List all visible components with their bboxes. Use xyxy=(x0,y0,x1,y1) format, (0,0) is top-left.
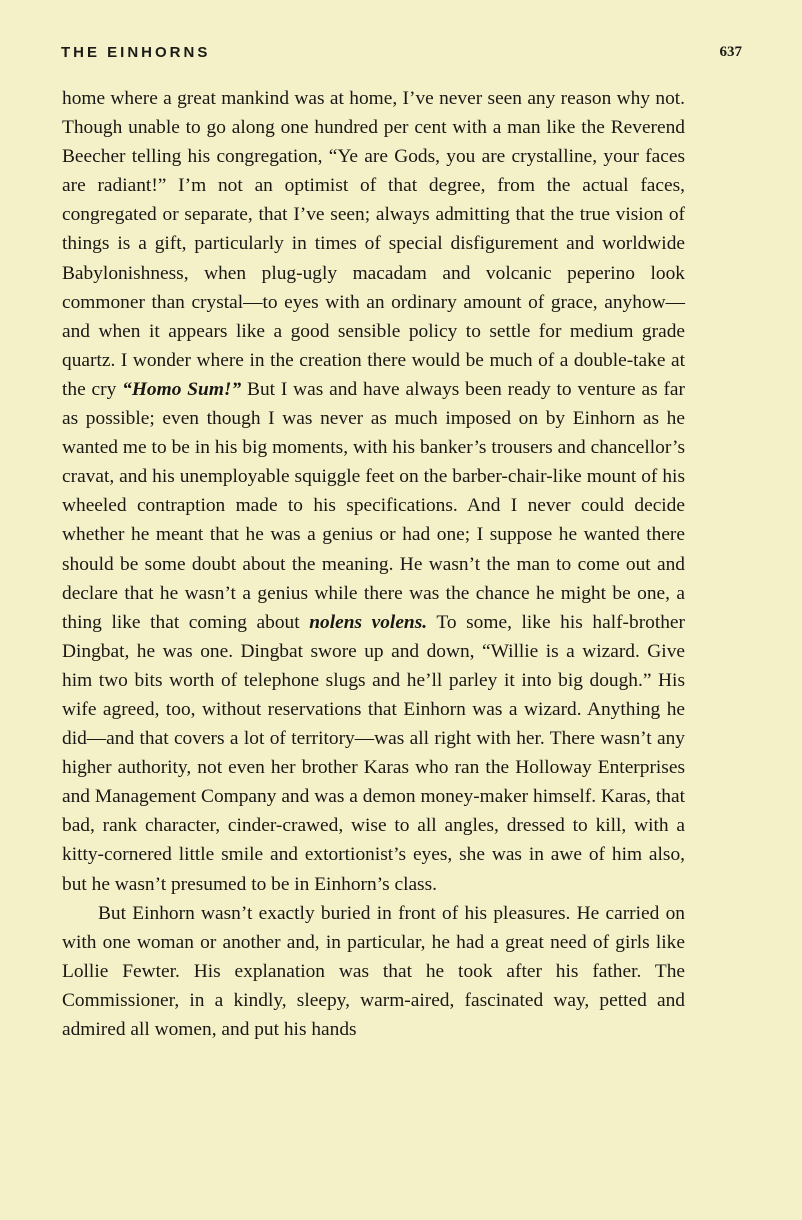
text-run: But I was and have always been ready to venture as far as possible; even though I was never as much imposed on by Einhorn as he wanted me to be in his big moments, with his banker’s trousers and chancellor’s cravat, and his unemployable squiggle feet on the barber-chair-like mount of his wheeled contraption made to his specifications. And I never could decide whether he meant that he was a genius or had one; I suppose he wanted there should be some doubt about the meaning. He wasn’t the man to come out and declare that he wasn’t a genius while there was the chance he might be one, a thing like that coming about xyxy=(62,378,685,633)
page-number: 637 xyxy=(719,44,742,60)
paragraph xyxy=(62,84,685,899)
text-run: To some, like his half-brother Dingbat, he was one. Dingbat swore up and down, “Willie is a wizard. Give him two bits worth of telephone slugs and he’ll parley it into big dough.” His wife agreed, too, without reservations that Einhorn was a wizard. Anything he did—and that covers a lot of territory—was all right with her. There wasn’t any higher authority, not even her brother Karas who ran the Holloway Enterprises and Management Company and was a demon money-maker himself. Karas, that bad, rank character, cinder-crawed, wise to all angles, dressed to kill, with a kitty-cornered little smile and extortionist’s eyes, she was in awe of him also, but he wasn’t presumed to be in Einhorn’s class. xyxy=(62,611,685,895)
italic-phrase: “Homo Sum!” xyxy=(122,378,242,400)
body-text xyxy=(62,84,685,1044)
text-run: home where a great mankind was at home, I’ve never seen any reason why not. Though unable to go along one hundred per cent with a man like the Reverend Beecher telling his congregation, “Ye are Gods, you are crystalline, your faces are radiant!” I’m not an optimist of that degree, from the actual faces, congregated or separate, that I’ve seen; always admitting that the true vision of things is a gift, particularly in times of special disfigurement and worldwide Babylonishness, when plug-ugly macadam and volcanic peperino look commoner than crystal—to eyes with an ordinary amount of grace, anyhow—and when it appears like a good sensible policy to settle for medium grade quartz. I wonder where in the creation there would be much of a double-take at the cry xyxy=(62,88,685,400)
paragraph: But Einhorn wasn’t exactly buried in front of his pleasures. He carried on with one woman or another and, in particular, he had a great need of girls like Lollie Fewter. His explanation was that he took after his father. The Commissioner, in a kindly, sleepy, warm-aired, fascinated way, petted and admired all women, and put his hands xyxy=(62,902,685,1040)
italic-phrase: nolens volens. xyxy=(309,611,428,633)
running-head: THE EINHORNS xyxy=(61,44,211,61)
